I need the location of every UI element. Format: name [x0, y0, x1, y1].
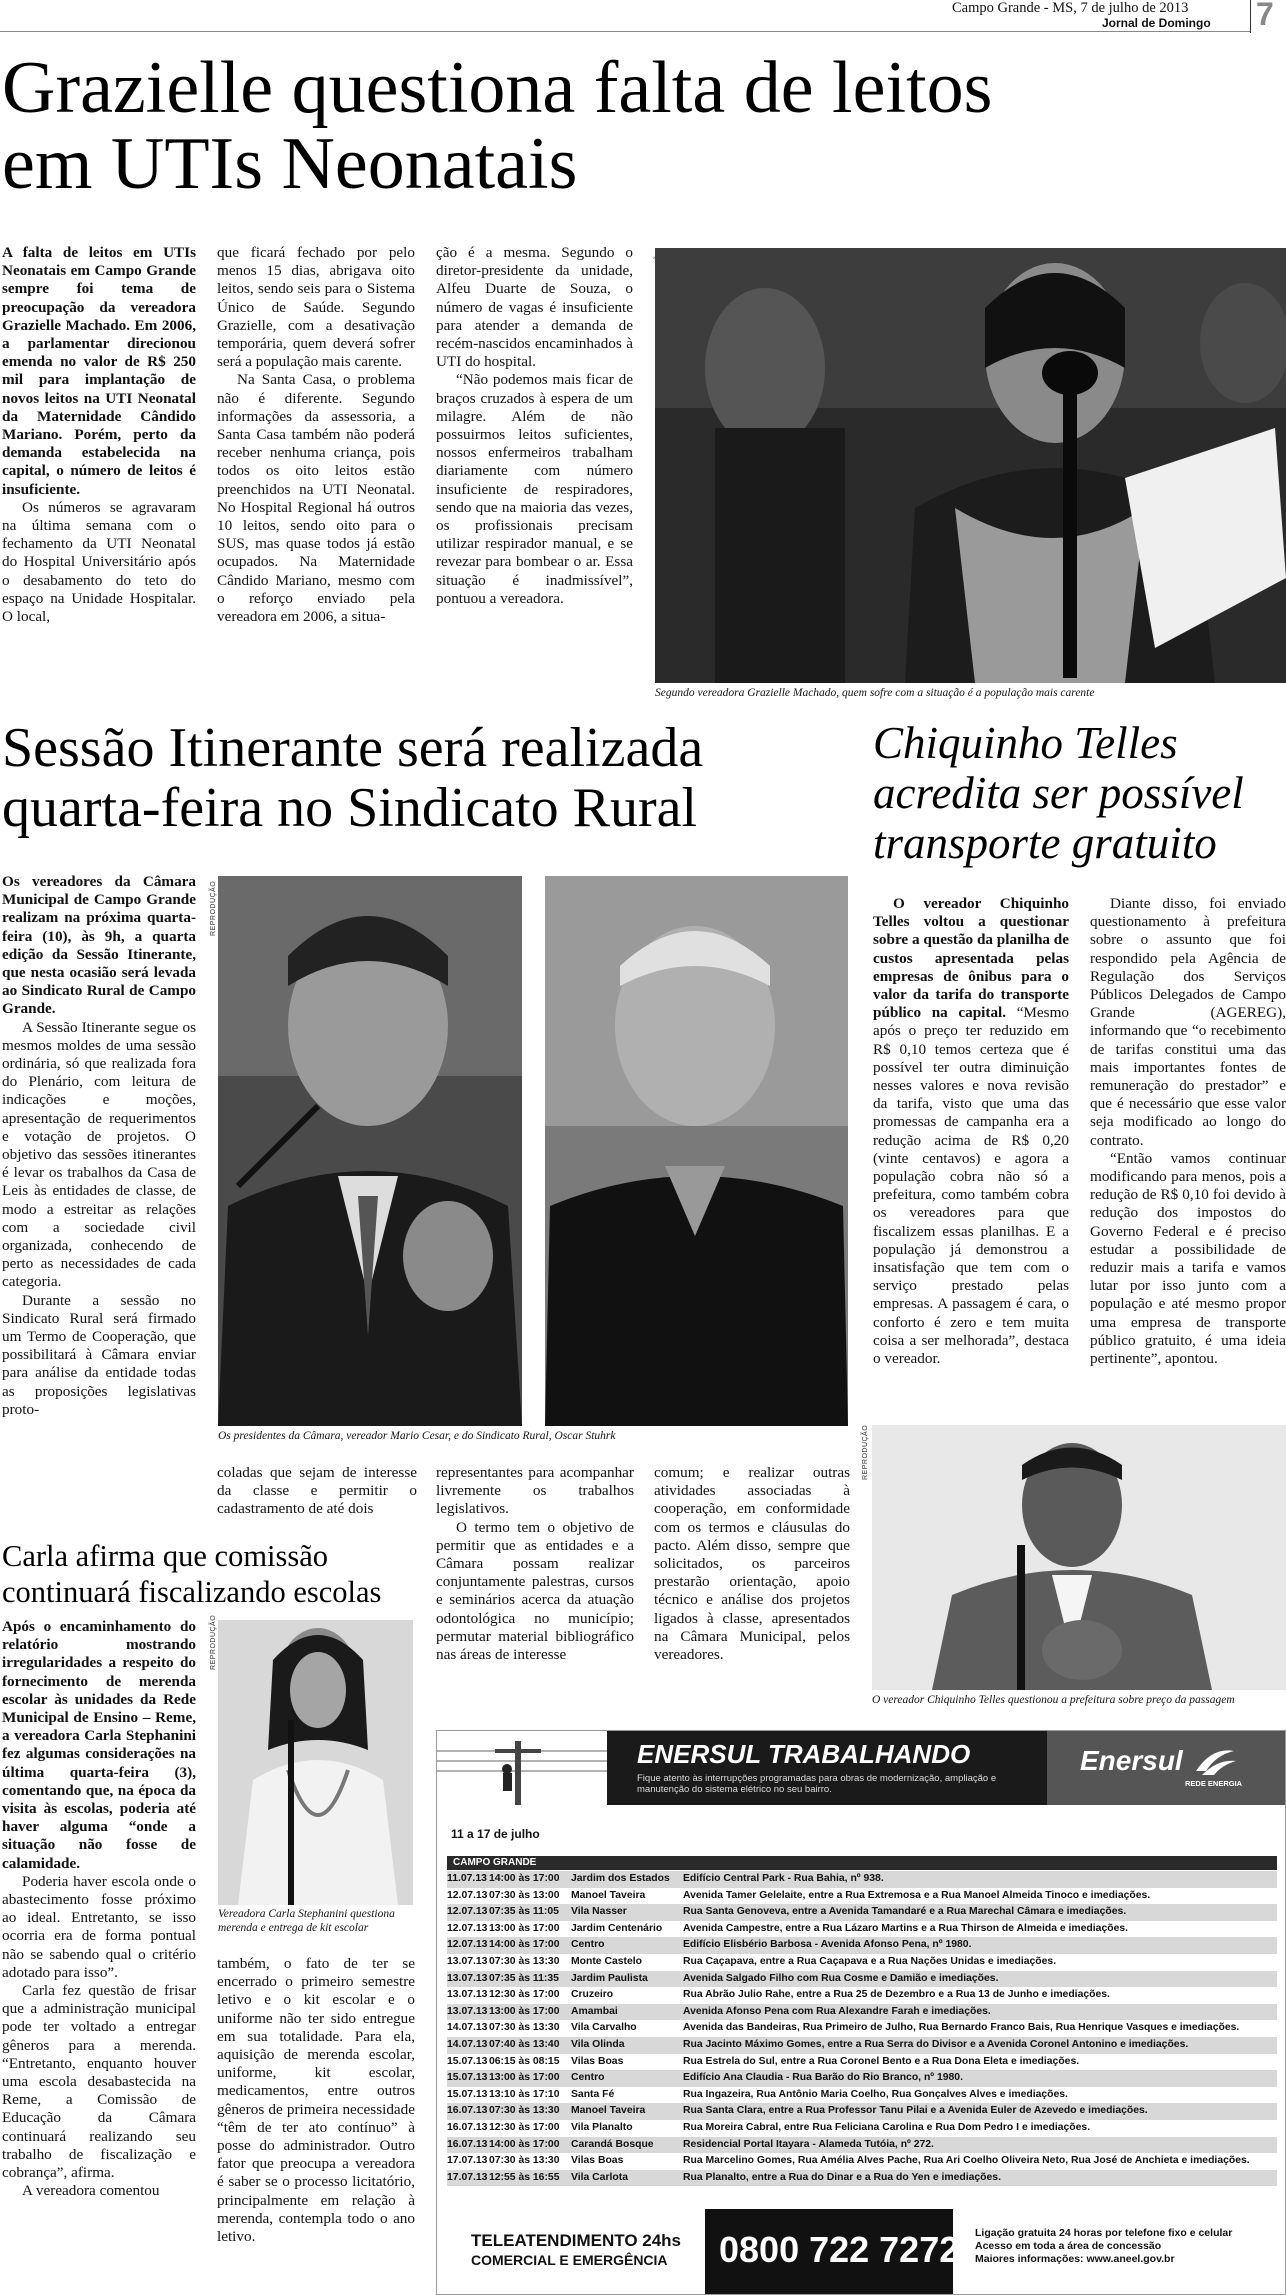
paragraph: ção é a mesma. Segundo o diretor-presidente da unidade, Alfeu Duarte de Souza, o número de vagas é insuficiente para atender a demanda de recém-nascidos encaminhados à UTI do hospital.: [436, 244, 633, 371]
paragraph: A Sessão Itinerante segue os mesmos moldes de uma sessão ordinária, só que realizada fora do Plenário, com leitura de indicações e moções, apresentação de requerimentos e votação de projetos. O objetivo das sessões itinerantes é levar os trabalhos da Casa de Leis às entidades de classe, de modo a estreitar as relações com a sociedade civil organizada, conhecendo de perto as necessidades de cada categoria.: [2, 1018, 196, 1291]
time-cell: 12:55 às 16:55: [489, 2171, 560, 2183]
neighborhood-cell: Centro: [571, 1939, 605, 1951]
time-cell: 13:00 às 17:00: [489, 2072, 560, 2084]
time-cell: 07:30 às 13:30: [489, 2105, 560, 2117]
date-cell: 16.07.13: [447, 2105, 488, 2117]
neighborhood-cell: Vila Olinda: [571, 2038, 625, 2050]
table-row: [447, 1904, 1277, 1921]
neighborhood-cell: Vila Carlota: [571, 2171, 628, 2183]
header-rule: [0, 31, 1250, 32]
photo-caption: Segundo vereadora Grazielle Machado, quem sofre com a situação é a população mais carente: [655, 687, 1095, 699]
ad-banner-illustration: [437, 1731, 607, 1805]
date-cell: 11.07.13: [447, 1873, 487, 1884]
paragraph: representantes para acompanhar livremente os trabalhos legislativos.: [436, 1464, 634, 1518]
street-cell: Rua Santa Genoveva, entre a Avenida Tamandaré e a Rua Marechal Câmara e imediações.: [683, 1906, 1127, 1918]
time-cell: 14:00 às 17:00: [489, 2138, 560, 2150]
table-row: [447, 1921, 1277, 1938]
column: [873, 895, 1069, 1368]
date-cell: 16.07.13: [447, 2121, 488, 2133]
table-row: [447, 2120, 1277, 2137]
ad-footer: [437, 2209, 1286, 2295]
lead-text: O vereador Chiquinho Telles voltou a questionar sobre a questão da planilha de custos apresentada pelas empresas de ônibus para o valor da tarifa do transporte público na capital.: [873, 895, 1069, 1022]
date-cell: 13.07.13: [447, 1955, 488, 1967]
street-cell: Rua Abrão Julio Rahe, entre a Rua 25 de Dezembro e a Rua 13 de Junho e imediações.: [683, 1989, 1110, 2001]
column: [217, 1464, 417, 1519]
street-cell: Edifício Elisbério Barbosa - Avenida Afonso Pena, nº 1980.: [683, 1939, 972, 1951]
time-cell: 06:15 às 08:15: [489, 2055, 560, 2067]
street-cell: Avenida Afonso Pena com Rua Alexandre Farah e imediações.: [683, 2005, 991, 2017]
date-cell: 15.07.13: [447, 2055, 488, 2067]
photo-grazielle: [655, 248, 1286, 683]
headline-sessao: [2, 718, 703, 838]
ad-phone: 0800 722 7272: [719, 2229, 960, 2270]
table-row: [447, 2020, 1277, 2037]
table-row: [447, 2070, 1277, 2087]
date-cell: 15.07.13: [447, 2088, 488, 2100]
paragraph: “Então vamos continuar modificando para menos, pois a redução de R$ 0,10 foi devido à redução dos impostos do Governo Federal e é preciso estudar a possibilidade de reduzir mais a tarifa e vamos lutar por isso junto com a população e até mesmo propor uma empresa de transporte público gratuito, é uma ideia pertinente”, apontou.: [1090, 1149, 1286, 1368]
date-cell: 14.07.13: [447, 2038, 488, 2050]
table-row: [447, 2170, 1277, 2187]
time-cell: 07:35 às 11:05: [489, 1906, 559, 1918]
street-cell: Rua Santa Clara, entre a Rua Professor Tanu Pilai e a Avenida Euler de Azevedo e imediações.: [683, 2105, 1148, 2117]
column: [2, 1618, 196, 2201]
table-row: [447, 2054, 1277, 2071]
table-row: [447, 2103, 1277, 2120]
lead-paragraph: Os vereadores da Câmara Municipal de Campo Grande realizam na próxima quarta-feira (10), às 9h, a quarta edição da Sessão Itinerante, que nesta ocasião será levada ao Sindicato Rural de Campo Grande.: [2, 873, 196, 1018]
photo-mario-cesar: [218, 876, 522, 1426]
headline-line: Sessão Itinerante será realizada: [2, 717, 704, 779]
table-row: [447, 1971, 1277, 1988]
paragraph: Poderia haver escola onde o abastecimento fosse próximo ao ideal. Entretanto, se isso ocorria era de forma pontual não se sabendo qual o critério adotado para isso”.: [2, 1872, 196, 1981]
ad-tele-line2: COMERCIAL E EMERGÊNCIA: [471, 2252, 668, 2268]
headline-line: em UTIs Neonatais: [2, 123, 578, 205]
column: [436, 244, 633, 608]
neighborhood-cell: Vila Carvalho: [571, 2022, 637, 2034]
neighborhood-cell: Manoel Taveira: [571, 1889, 646, 1901]
paragraph: O termo tem o objetivo de permitir que as entidades e a Câmara possam realizar conjuntamente palestras, cursos e seminários acerca da atuação odontológica no município; permutar material bibliográfico nas áreas de interesse: [436, 1518, 634, 1664]
column: [217, 244, 415, 626]
street-cell: Rua Estrela do Sul, entre a Rua Coronel Bento e a Rua Dona Eleta e imediações.: [683, 2055, 1080, 2067]
column: [2, 873, 196, 1419]
ad-info-line: Acesso em toda a área de concessão: [975, 2240, 1162, 2252]
street-cell: Rua Marcelino Gomes, Rua Amélia Alves Pache, Rua Ari Coelho Oliveira Neto, Rua José de Anchieta e imediações.: [683, 2155, 1250, 2167]
paragraph: Carla fez questão de frisar que a administração municipal pode ter voltado a entregar gêneros para a merenda. “Entretanto, enquanto houver uma escola desabastecida na Reme, a Comissão de Educação da Câmara continuará realizando seu trabalho de fiscalização e cobrança”, afirma.: [2, 1982, 196, 2182]
table-row: [447, 2153, 1277, 2170]
headline-line: Carla afirma que comissão: [2, 1539, 329, 1573]
paragraph-text: “Mesmo após o preço ter reduzido em R$ 0,10 temos certeza que é possível ter outra diminuição nesses valores e nova revisão da tarifa, visto que uma das promessas de campanha era a redução acima de R$ 0,20 (vinte centavos) e agora a população cobra não só a prefeitura, como também cobra os vereadores para que fiscalizem essas planilhas. E a população já demonstrou a insatisfação que tem com o serviço prestado pelas empresas. A passagem é cara, o conforto é zero e tem muita coisa a ser melhorada”, destaca o vereador.: [873, 1004, 1069, 1368]
paragraph: “Não podemos mais ficar de braços cruzados à espera de um milagre. Além de não possuirmos leitos suficientes, nossos enfermeiros trabalham diariamente com número insuficiente de respiradores, sendo que na maioria das vezes, os profissionais precisam utilizar respirador manual, e se revezar para bombear o ar. Essa situação é inadmissível”, pontuou a vereadora.: [436, 371, 633, 607]
headline-grazielle: [2, 47, 993, 205]
ad-info-line: Ligação gratuita 24 horas por telefone fixo e celular: [975, 2227, 1233, 2239]
time-cell: 07:30 às 13:30: [489, 2022, 560, 2034]
column: [654, 1464, 850, 1664]
table-row: [447, 1937, 1277, 1954]
column: [2, 244, 196, 626]
table-row: [447, 1954, 1277, 1971]
date-cell: 12.07.13: [447, 1889, 488, 1901]
paragraph: comum; e realizar outras atividades associadas à cooperação, em conformidade com os termos e cláusulas do pacto. Além disso, sempre que solicitados, os parceiros prestarão orientação, apoio técnico e análise dos projetos ligados à classe, apresentados na Câmara Municipal, pelos vereadores.: [654, 1464, 850, 1664]
table-row: [447, 2137, 1277, 2154]
ad-subtitle: Fique atento às interrupções programadas para obras de modernização, ampliação e manutenção do sistema elétrico no seu bairro.: [637, 1773, 997, 1795]
table-row: [447, 1888, 1277, 1905]
time-cell: 12:30 às 17:00: [489, 1989, 560, 2001]
column: [436, 1464, 634, 1664]
time-cell: 13:00 às 17:00: [489, 1922, 560, 1934]
ad-tele-line1: TELEATENDIMENTO 24hs: [471, 2231, 682, 2250]
paragraph: Diante disso, foi enviado questionamento à prefeitura sobre o assunto que foi respondido pela Agência de Regulação dos Serviços Públicos Delegados de Campo Grande (AGEREG), informando que “o recebimento de tarifas constitui uma das mais importantes fontes de remuneração do prestador” e que é necessário que esse valor seja modificado ao longo do contrato.: [1090, 895, 1286, 1149]
paragraph: A vereadora comentou: [22, 2182, 160, 2200]
photo-credit: REPRODUÇÃO: [210, 1614, 217, 1670]
neighborhood-cell: Cruzeiro: [571, 1989, 614, 2001]
table-row: [447, 1987, 1277, 2004]
date-cell: 12.07.13: [447, 1939, 488, 1951]
date-cell: 17.07.13: [447, 2155, 488, 2167]
ad-region: CAMPO GRANDE: [453, 1857, 537, 1868]
date-cell: 14.07.13: [447, 2022, 488, 2034]
headline-line: acredita ser possível: [873, 768, 1244, 818]
street-cell: Residencial Portal Itayara - Alameda Tutóia, nº 272.: [683, 2138, 934, 2150]
neighborhood-cell: Carandá Bosque: [571, 2138, 654, 2150]
header-location-date: Campo Grande - MS, 7 de julho de 2013: [952, 0, 1189, 16]
ad-period: 11 a 17 de julho: [451, 1827, 540, 1841]
time-cell: 07:40 às 13:40: [489, 2038, 560, 2050]
neighborhood-cell: Vilas Boas: [571, 2155, 624, 2167]
time-cell: 07:30 às 13:30: [489, 2155, 560, 2167]
column: [217, 1955, 415, 2246]
street-cell: Rua Ingazeira, Rua Antônio Maria Coelho, Rua Gonçalves Alves e imediações.: [683, 2088, 1068, 2100]
neighborhood-cell: Vila Planalto: [571, 2121, 633, 2133]
headline-chiquinho: [873, 718, 1244, 868]
headline-line: quarta-feira no Sindicato Rural: [2, 777, 698, 839]
header-paper-name: Jornal de Domingo: [1102, 16, 1211, 30]
ad-info: [975, 2227, 1232, 2266]
column: [1090, 895, 1286, 1368]
time-cell: 07:30 às 13:30: [489, 1955, 560, 1967]
ad-title: ENERSUL TRABALHANDO: [637, 1739, 971, 1769]
date-cell: 13.07.13: [447, 2005, 488, 2017]
photo-oscar-stuhrk: [545, 876, 848, 1426]
headline-line: continuará fiscalizando escolas: [2, 1575, 382, 1609]
street-cell: Avenida Campestre, entre a Rua Lázaro Martins e a Rua Thirson de Almeida e imediações.: [683, 1922, 1129, 1934]
neighborhood-cell: Manoel Taveira: [571, 2105, 646, 2117]
street-cell: Edifício Central Park - Rua Bahia, nº 938.: [683, 1873, 884, 1884]
neighborhood-cell: Vilas Boas: [571, 2055, 624, 2067]
headline-line: transporte gratuito: [873, 818, 1217, 868]
date-cell: 13.07.13: [447, 1972, 488, 1984]
neighborhood-cell: Amambai: [571, 2005, 618, 2017]
paragraph: também, o fato de ter se encerrado o primeiro semestre letivo e o kit escolar e o uniforme não ter sido entregue em sua totalidade. Para ela, aquisição de merenda escolar, uniforme, kit escolar, medicamentos, entre outros gêneros de primeira necessidade “têm de ter ato contínuo” à posse do administrador. Outro fator que preocupa a vereadora é saber se o processo licitatório, principalmente em relação à merenda, contempla todo o ano letivo.: [217, 1955, 415, 2246]
table-row: [447, 2087, 1277, 2104]
paragraph: que ficará fechado por pelo menos 15 dias, abrigava oito leitos, sendo seis para o Sistema Único de Saúde. Segundo Grazielle, com a desativação temporária, quem deverá sofrer será a população mais carente.: [217, 244, 415, 371]
date-cell: 15.07.13: [447, 2072, 488, 2084]
neighborhood-cell: Jardim Paulista: [571, 1972, 648, 1984]
headline-line: Grazielle questiona falta de leitos: [2, 47, 993, 129]
street-cell: Rua Jacinto Máximo Gomes, entre a Rua Serra do Divisor e a Avenida Coronel Antonino e imediações.: [683, 2038, 1189, 2050]
ad-brand: Enersul: [1080, 1745, 1183, 1776]
date-cell: 17.07.13: [447, 2171, 488, 2183]
page-number: 7: [1256, 0, 1274, 32]
neighborhood-cell: Centro: [571, 2072, 605, 2084]
photo-caption: Vereadora Carla Stephanini questiona merenda e entrega de kit escolar: [218, 1908, 395, 1934]
table-row: [447, 2004, 1277, 2021]
ad-info-line: Maiores informações: www.aneel.gov.br: [975, 2253, 1175, 2265]
paragraph: Na Santa Casa, o problema não é diferente. Segundo informações da assessoria, a Santa Casa também não poderá receber nenhuma criança, pois todos os oito leitos estão preenchidos na UTI Neonatal. No Hospital Regional há outros 10 leitos, sendo oito para o SUS, mas quase todos já estão ocupados. Na Maternidade Cândido Mariano, mesmo com o reforço enviado pela vereadora em 2006, a situa-: [217, 371, 415, 626]
header-divider: [1250, 0, 1251, 33]
lead-paragraph: Após o encaminhamento do relatório mostrando irregularidades a respeito do fornecimento de merenda escolar às unidades da Rede Municipal de Ensino – Reme, a vereadora Carla Stephanini fez algumas considerações na última quarta-feira (3), comentando que, na época da visita às escolas, poderia até haver alguma “onde a situação não fosse de calamidade.: [2, 1618, 196, 1872]
table-row: [447, 1871, 1277, 1888]
headline-line: Chiquinho Telles: [873, 718, 1178, 768]
time-cell: 13:10 às 17:10: [489, 2088, 560, 2100]
neighborhood-cell: Jardim Centenário: [571, 1922, 663, 1934]
photo-credit: REPRODUÇÃO: [862, 1424, 869, 1480]
photo-chiquinho: [872, 1425, 1286, 1690]
paragraph: coladas que sejam de interesse da classe e permitir o cadastramento de até dois: [217, 1464, 417, 1518]
paragraph: Durante a sessão no Sindicato Rural será firmado um Termo de Cooperação, que possibilitará à Câmara enviar para análise da entidade todas as proposições legislativas proto-: [2, 1291, 196, 1418]
ad-brand-tag: REDE ENERGIA: [1185, 1779, 1243, 1788]
street-cell: Avenida Tamer Gelelaite, entre a Rua Extremosa e a Rua Manoel Almeida Tinoco e imediações.: [683, 1889, 1151, 1901]
ad-schedule-table: [447, 1871, 1277, 2186]
ad-region-bar: [447, 1856, 1277, 1870]
time-cell: 13:00 às 17:00: [489, 2005, 560, 2017]
date-cell: 16.07.13: [447, 2138, 488, 2150]
street-cell: Rua Moreira Cabral, entre Rua Feliciana Carolina e Rua Dom Pedro I e imediações.: [683, 2121, 1091, 2133]
time-cell: 07:35 às 11:35: [489, 1972, 559, 1984]
time-cell: 12:30 às 17:00: [489, 2121, 560, 2133]
lead-paragraph: A falta de leitos em UTIs Neonatais em Campo Grande sempre foi tema de preocupação da vereadora Grazielle Machado. Em 2006, a parlamentar direcionou emenda no valor de R$ 250 mil para implantação de novos leitos na UTI Neonatal da Maternidade Cândido Mariano. Porém, perto da demanda estabelecida na capital, o número de leitos é insuficiente.: [2, 244, 196, 498]
photo-carla: [218, 1620, 413, 1905]
street-cell: Edifício Ana Claudia - Rua Barão do Rio Branco, nº 1980.: [683, 2072, 963, 2084]
enersul-ad: [436, 1730, 1286, 2295]
neighborhood-cell: Vila Nasser: [571, 1906, 627, 1918]
date-cell: 12.07.13: [447, 1922, 488, 1934]
date-cell: 13.07.13: [447, 1989, 488, 2001]
street-cell: Rua Planalto, entre a Rua do Dinar e a Rua do Yen e imediações.: [683, 2171, 1001, 2183]
time-cell: 07:30 às 13:00: [489, 1889, 560, 1901]
neighborhood-cell: Monte Castelo: [571, 1955, 643, 1967]
neighborhood-cell: Santa Fé: [571, 2088, 615, 2100]
ad-logo-icon: [1192, 1745, 1238, 1777]
table-row: [447, 2037, 1277, 2054]
neighborhood-cell: Jardim dos Estados: [571, 1873, 670, 1884]
photo-credit: REPRODUÇÃO: [210, 880, 217, 936]
street-cell: Avenida Salgado Filho com Rua Cosme e Damião e imediações.: [683, 1972, 999, 1984]
headline-carla: [2, 1538, 381, 1610]
street-cell: Rua Caçapava, entre a Rua Caçapava e a Rua Nações Unidas e imediações.: [683, 1955, 1057, 1967]
time-cell: 14:00 às 17:00: [489, 1939, 560, 1951]
photo-caption: O vereador Chiquinho Telles questionou a prefeitura sobre preço da passagem: [872, 1694, 1235, 1706]
ad-banner: [437, 1731, 1286, 1805]
time-cell: 14:00 às 17:00: [489, 1873, 560, 1884]
paragraph: Os números se agravaram na última semana com o fechamento da UTI Neonatal do Hospital Universitário após o desabamento do teto do espaço na Unidade Hospitalar. O local,: [2, 498, 196, 626]
date-cell: 12.07.13: [447, 1906, 488, 1918]
photo-caption: Os presidentes da Câmara, vereador Mario Cesar, e do Sindicato Rural, Oscar Stuhrk: [218, 1430, 616, 1442]
street-cell: Avenida das Bandeiras, Rua Primeiro de Julho, Rua Bernardo Franco Bais, Rua Henrique Vasques e imediações.: [683, 2022, 1240, 2034]
paragraph: [873, 895, 1069, 1368]
